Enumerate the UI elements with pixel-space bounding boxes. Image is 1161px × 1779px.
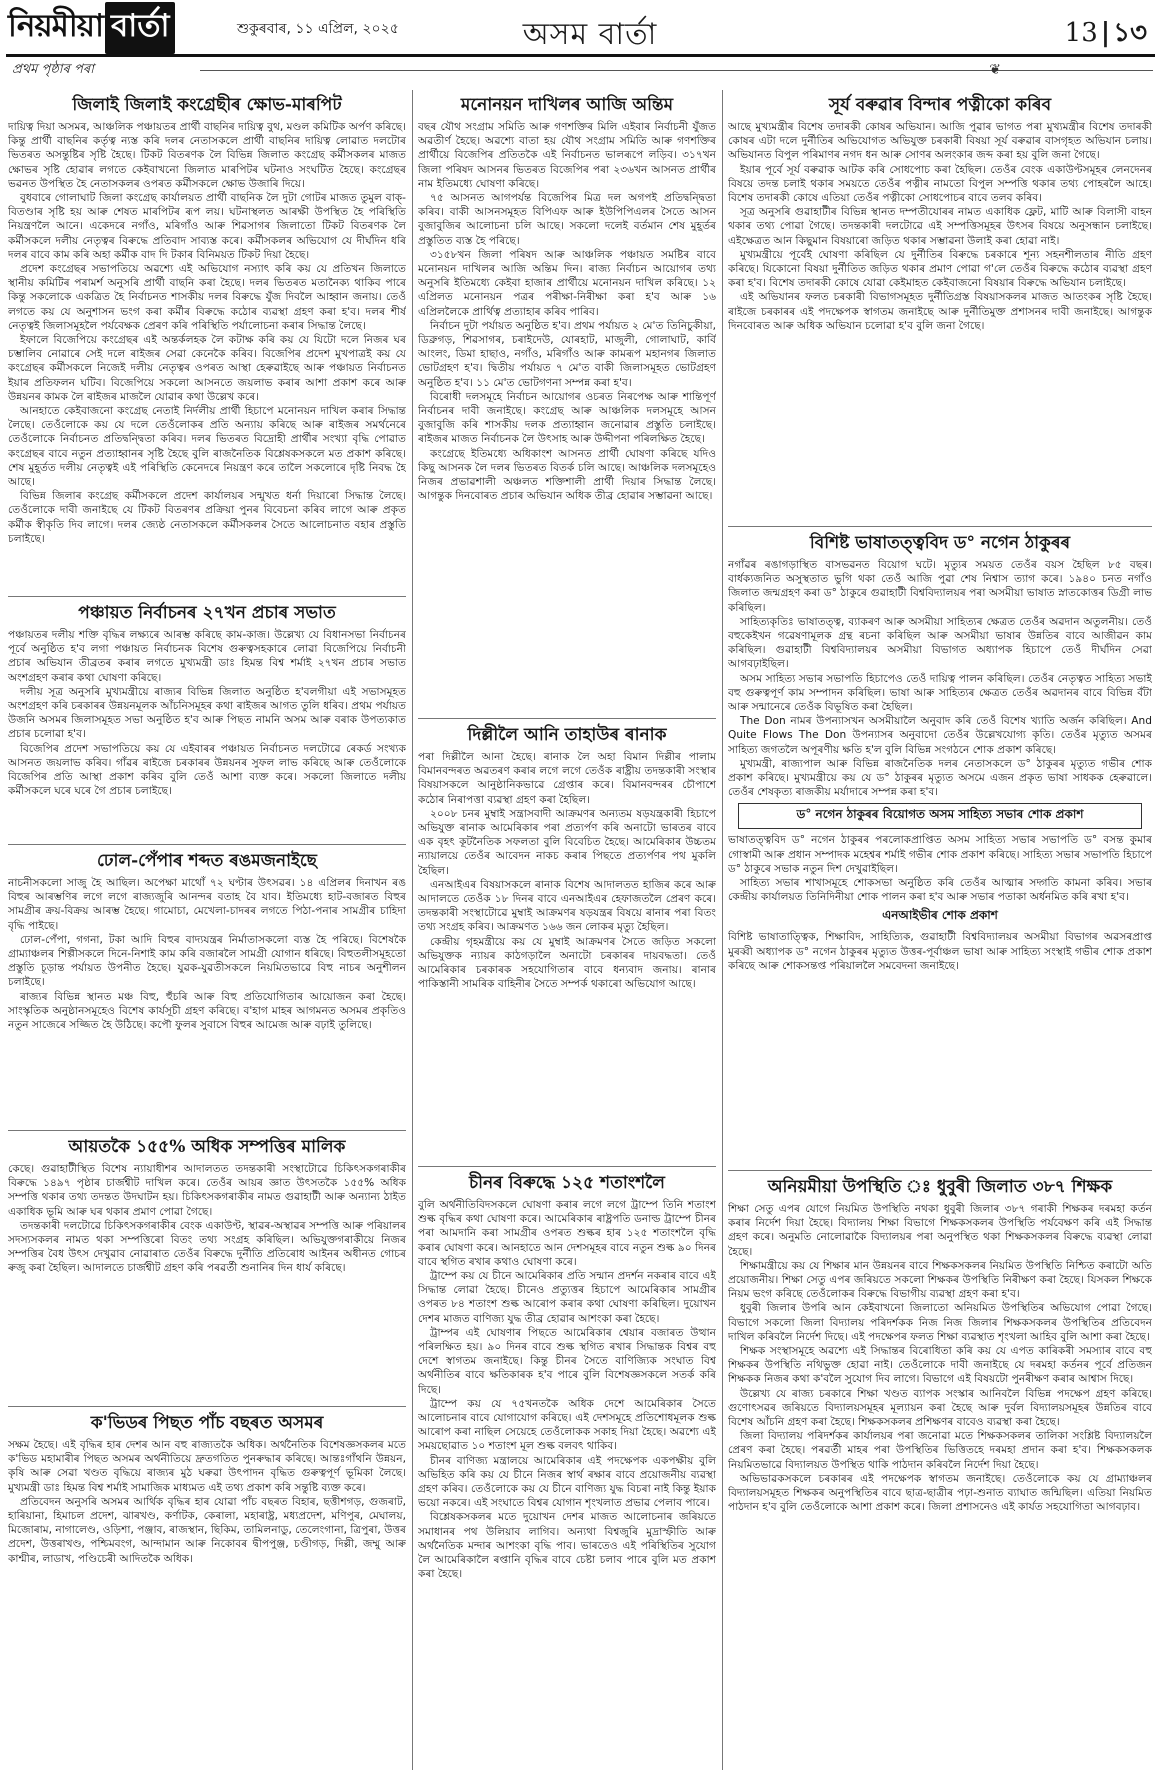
article-paragraph: শিক্ষা সেতু এপৰ যোগে নিয়মিত উপস্থিতি নথকা ধুবুৰী জিলাৰ ৩৮৭ গৰাকী শিক্ষকৰ দৰমহা কৰ্তন কৰাৰ নিৰ্দেশ দিয়া হৈছে। বিদ্যালয় শিক্ষা বিভাগে শিক্ষকসকলৰ উপস্থিতি পৰ্যবেক্ষণ কৰি এই সিদ্ধান্ত গ্ৰহণ কৰে। অনুমতি নোলোৱাকৈ বিদ্যালয়ৰ পৰা অনুপস্থিত থকা শিক্ষকসকলৰ বিৰুদ্ধে ব্যৱস্থা লোৱা হৈছে।: [728, 1203, 1152, 1258]
article-paragraph: ইফালে বিজেপিয়ে কংগ্ৰেছৰ এই অন্তৰ্কলহক লৈ কটাক্ষ কৰি কয় যে যিটো দলে নিজৰ ঘৰ চম্ভালিব নোৱাৰে সেই দলে ৰাইজৰ সেৱা কেনেকৈ কৰিব। বিজেপিৰ প্ৰদেশ মুখপাত্ৰই কয় যে কংগ্ৰেছৰ কৰ্মীসকলে নিজেই দলীয় নেতৃত্বৰ ওপৰত আস্থা হেৰুৱাইছে আৰু পঞ্চায়ত নিৰ্বাচনত ইয়াৰ প্ৰতিফলন ঘটিব। বিজেপিয়ে সকলো আসনতে জয়লাভ কৰাৰ আশা প্ৰকাশ কৰে আৰু উন্নয়নৰ কামক লৈ ৰাইজৰ মাজলৈ যোৱাৰ কথা উল্লেখ কৰে।: [8, 334, 406, 403]
article-separator: [8, 1406, 406, 1407]
article-paragraph: অভিভাৱকসকলে চৰকাৰৰ এই পদক্ষেপক স্বাগতম জনাইছে। তেওঁলোকে কয় যে গ্ৰাম্যাঞ্চলৰ বিদ্যালয়সমূহত শিক্ষকৰ অনুপস্থিতিৰ বাবে ছাত্ৰ-ছাত্ৰীৰ পঢ়া-শুনাত ব্যাঘাত জন্মিছিল। এতিয়া নিয়মিত পাঠদান হ'ব বুলি তেওঁলোকে আশা প্ৰকাশ কৰে। জিলা প্ৰশাসনেও এই কাৰ্যত সহযোগিতা আগবঢ়াব।: [728, 1472, 1152, 1514]
article-separator: [418, 718, 716, 719]
article-paragraph: সূত্ৰ অনুসৰি গুৱাহাটীৰ বিভিন্ন স্থানত দম্পতীযোৰৰ নামত একাধিক ফ্লেট, মাটি আৰু বিলাসী বাহন থকাৰ তথ্য পোৱা গৈছে। তদন্তকাৰী দলটোৱে এই সম্পত্তিসমূহৰ উৎসৰ বিষয়ে অনুসন্ধান চলাইছে। এইক্ষেত্ৰত আন কিছুমান বিষয়াৰো জড়িত থকাৰ সম্ভাৱনা উলাই কৰা হোৱা নাই।: [728, 206, 1152, 247]
article-nomination[interactable]: [418, 92, 716, 714]
headline: চীনৰ বিৰুদ্ধে ১২৫ শতাংশলৈ: [469, 1173, 665, 1193]
article-paragraph: বিশ্লেষকসকলৰ মতে দুয়োখন দেশৰ মাজত আলোচনাৰ জৰিয়তে সমাধানৰ পথ উলিয়াব লাগিব। অন্যথা বিশ্বজুৰি মুদ্ৰাস্ফীতি আৰু অৰ্থনৈতিক মন্দাৰ আশংকা বৃদ্ধি পাব। ভাৰতেও এই পৰিস্থিতিৰ সুযোগ লৈ আমেৰিকালৈ ৰপ্তানি বৃদ্ধিৰ বাবে চেষ্টা চলাব পাৰে বুলি মত প্ৰকাশ কৰা হৈছে।: [418, 1511, 716, 1581]
article-paragraph: বিভিন্ন জিলাৰ কংগ্ৰেছ কৰ্মীসকলে প্ৰদেশ কাৰ্যালয়ৰ সন্মুখত ধৰ্না দিয়াৰো সিদ্ধান্ত লৈছে। তেওঁলোকে দাবী জনাইছে যে টিকট বিতৰণৰ প্ৰক্ৰিয়া পুনৰ বিবেচনা কৰিব লাগে আৰু প্ৰকৃত কৰ্মীক স্বীকৃতি দিব লাগে। দলৰ জ্যেষ্ঠ নেতাসকলে কৰ্মীসকলৰ সৈতে আলোচনাত বহাৰ প্ৰস্তুতি চলাইছে।: [8, 490, 406, 545]
article-paragraph: ভাষাতত্ত্ববিদ ড° নগেন ঠাকুৰৰ পৰলোকপ্ৰাপ্তিত অসম সাহিত্য সভাৰ সভাপতি ড° বসন্ত কুমাৰ গোস্বামী আৰু প্ৰধান সম্পাদক মহেশ্বৰ শৰ্মাই গভীৰ শোক প্ৰকাশ কৰিছে। সাহিত্য সভাৰ সভাপতি হিচাপে ড° ঠাকুৰে সভাক নতুন দিশ দেখুৱাইছিল।: [728, 834, 1152, 875]
masthead-rule: [6, 54, 1155, 57]
article-tahawwur[interactable]: [418, 722, 716, 1162]
article-paragraph: বিজেপিৰ প্ৰদেশ সভাপতিয়ে কয় যে এইবাৰৰ পঞ্চায়ত নিৰ্বাচনত দলটোৱে ৰেকৰ্ড সংখ্যক আসনত জয়লাভ কৰিব। গাঁৱৰ ৰাইজে চৰকাৰৰ উন্নয়নৰ সুফল লাভ কৰিছে আৰু তেওঁলোকে বিজেপিৰ প্ৰতি আস্থা প্ৰকাশ কৰিব বুলি তেওঁ আশা ব্যক্ত কৰে। সকলো জিলাতে দলীয় কৰ্মীসকলে ঘৰে ঘৰে গৈ প্ৰচাৰ চলাইছে।: [8, 742, 406, 798]
article-paragraph: তদন্তকাৰী দলটোৱে চিকিৎসকগৰাকীৰ বেংক একাউণ্ট, স্থাৱৰ-অস্থাৱৰ সম্পত্তি আৰু পৰিয়ালৰ সদস্যসকলৰ নামত থকা সম্পত্তিৰো বিতং তথ্য সংগ্ৰহ কৰিছিল। অভিযুক্তগৰাকীয়ে নিজৰ সম্পত্তিৰ বৈধ উৎস দেখুৱাব নোৱাৰাত তেওঁৰ বিৰুদ্ধে দুৰ্নীতি প্ৰতিৰোধ আইনৰ অধীনত গোচৰ ৰুজু কৰা হৈছিল। আদালতে চাৰ্জশ্বীট গ্ৰহণ কৰি পৰৱৰ্তী শুনানিৰ দিন ধাৰ্য কৰিছে।: [8, 1219, 406, 1275]
headline: বিশিষ্ট ভাষাতত্ত্ববিদ ড° নগেন ঠাকুৰৰ: [809, 533, 1071, 553]
headline: জিলাই জিলাই কংগ্ৰেছীৰ ক্ষোভ-মাৰপিট: [72, 95, 342, 115]
article-paragraph: ট্ৰাম্পে কয় যে চীনে আমেৰিকাৰ প্ৰতি সন্মান প্ৰদৰ্শন নকৰাৰ বাবে এই সিদ্ধান্ত লোৱা হৈছে। চীনেও প্ৰত্যুত্তৰ হিচাপে আমেৰিকাৰ সামগ্ৰীৰ ওপৰত ৮৪ শতাংশ শুল্ক আৰোপ কৰাৰ কথা ঘোষণা কৰিছিল। দুয়োখন দেশৰ মাজত বাণিজ্য যুদ্ধ তীব্ৰ হোৱাৰ আশংকা কৰা হৈছে।: [418, 1270, 716, 1325]
article-paragraph: সাহিত্যকৃতিঃ ভাষাতত্ত্ব, ব্যাকৰণ আৰু অসমীয়া সাহিত্যৰ ক্ষেত্ৰত তেওঁৰ অৱদান অতুলনীয়। তেওঁ বহুকেইখন গৱেষণামূলক গ্ৰন্থ ৰচনা কৰিছিল আৰু অসমীয়া ভাষাৰ উন্নতিৰ বাবে আজীৱন কাম কৰিছিল। গুৱাহাটী বিশ্ববিদ্যালয়ৰ অসমীয়া বিভাগত অধ্যাপক হিচাপে তেওঁ দীৰ্ঘদিন সেৱা আগবঢ়াইছিল।: [728, 615, 1152, 671]
article-paragraph: কংগ্ৰেছে ইতিমধ্যে অধিকাংশ আসনত প্ৰাৰ্থী ঘোষণা কৰিছে যদিও কিছু আসনক লৈ দলৰ ভিতৰত বিতৰ্ক চলি আছে। আঞ্চলিক দলসমূহেও নিজৰ প্ৰভাৱশালী অঞ্চলত শক্তিশালী প্ৰাৰ্থী দিয়াৰ সিদ্ধান্ত লৈছে। আগন্তুক দিনবোৰত প্ৰচাৰ অভিযান অধিক তীব্ৰ হোৱাৰ সম্ভাৱনা আছে।: [418, 447, 716, 503]
article-paragraph: আনহাতে কেইবাজনো কংগ্ৰেছ নেতাই নিৰ্দলীয় প্ৰাৰ্থী হিচাপে মনোনয়ন দাখিল কৰাৰ সিদ্ধান্ত লৈছে। তেওঁলোকে কয় যে দলে তেওঁলোকৰ প্ৰতি অন্যায় কৰিছে আৰু ৰাইজৰ সমৰ্থনেৰে তেওঁলোকে নিৰ্বাচনত প্ৰতিদ্বন্দ্বিতা কৰিব। দলৰ ভিতৰত বিদ্ৰোহী প্ৰাৰ্থীৰ সংখ্যা বৃদ্ধি পোৱাত কংগ্ৰেছৰ বাবে নতুন প্ৰত্যাহ্বানৰ সৃষ্টি হৈছে বুলি ৰাজনৈতিক বিশ্লেষকসকলে মত প্ৰকাশ কৰিছে। শেষ মুহূৰ্তত দলীয় নেতৃত্বই এই পৰিস্থিতি কেনেদৰে নিয়ন্ত্ৰণ কৰে তালৈ সকলোৰে দৃষ্টি নিবদ্ধ হৈ আছে।: [8, 405, 406, 489]
article-paragraph: জিলা বিদ্যালয় পৰিদৰ্শকৰ কাৰ্যালয়ৰ পৰা জনোৱা মতে শিক্ষকসকলৰ তালিকা সংশ্লিষ্ট বিদ্যালয়লৈ প্ৰেৰণ কৰা হৈছে। পৰৱৰ্তী মাহৰ পৰা উপস্থিতিৰ ভিত্তিতহে দৰমহা প্ৰদান কৰা হ'ব। শিক্ষকসকলক নিয়মিতভাৱে বিদ্যালয়ত উপস্থিত থাকি পাঠদান কৰিবলৈ নিৰ্দেশ দিয়া হৈছে।: [728, 1430, 1152, 1471]
masthead: [0, 0, 1161, 86]
article-paragraph: ঢোল-পেঁপা, গগনা, টকা আদি বিহুৰ বাদ্যযন্ত্ৰৰ নিৰ্মাতাসকলো ব্যস্ত হৈ পৰিছে। বিশেষকৈ গ্ৰাম্যাঞ্চলৰ শিল্পীসকলে দিনে-নিশাই কাম কৰি বজাৰলৈ সামগ্ৰী যোগান ধৰিছে। বিহুতলীসমূহতো প্ৰস্তুতি চূড়ান্ত পৰ্যায়ত উপনীত হৈছে। যুৱক-যুৱতীসকলে নিয়মিতভাৱে বিহু নাচৰ অনুশীলন চলাইছে।: [8, 933, 406, 989]
page-number-separator: |: [1100, 18, 1111, 48]
page-number-bn: ১৩: [1113, 18, 1147, 48]
headline: দিল্লীলৈ আনি তাহাউৰ ৰানাক: [467, 725, 667, 745]
article-paragraph: এই অভিযানৰ ফলত চৰকাৰী বিভাগসমূহত দুৰ্নীতিগ্ৰস্ত বিষয়াসকলৰ মাজত আতংকৰ সৃষ্টি হৈছে। ৰাইজে চৰকাৰৰ এই পদক্ষেপক স্বাগতম জনাইছে আৰু দুৰ্নীতিমুক্ত প্ৰশাসনৰ দাবী জনাইছে। আগন্তুক দিনবোৰত আৰু অধিক অভিযান চলোৱা হ'ব বুলি জনা গৈছে।: [728, 291, 1152, 332]
article-paragraph: মুখ্যমন্ত্ৰী, ৰাজ্যপাল আৰু বিভিন্ন ৰাজনৈতিক দলৰ নেতাসকলে ড° ঠাকুৰৰ মৃত্যুত গভীৰ শোক প্ৰকাশ কৰিছে। মুখ্যমন্ত্ৰীয়ে কয় যে ড° ঠাকুৰৰ মৃত্যুত অসমে এজন প্ৰকৃত ভাষা সাধকক হেৰুৱালে। তেওঁৰ শেষকৃত্য ৰাজকীয় মৰ্যাদাৰে সম্পন্ন কৰা হ'ব।: [728, 757, 1152, 799]
article-separator: [8, 1130, 406, 1131]
article-paragraph: প্ৰতিবেদন অনুসৰি অসমৰ আৰ্থিক বৃদ্ধিৰ হাৰ যোৱা পাঁচ বছৰত বিহাৰ, ছত্তীশগড়, গুজৰাট, হাৰিয়ানা, হিমাচল প্ৰদেশ, ঝাৰখণ্ড, কৰ্ণাটক, কেৰালা, মহাৰাষ্ট্ৰ, মধ্যপ্ৰদেশ, মণিপুৰ, মেঘালয়, মিজোৰাম, নাগালেণ্ড, ওড়িশা, পঞ্জাব, ৰাজস্থান, ছিকিম, তামিলনাডু, তেলেংগানা, ত্ৰিপুৰা, উত্তৰ প্ৰদেশ, উত্তৰাখণ্ড, পশ্চিমবংগ, আন্দামান আৰু নিকোবৰ দ্বীপপুঞ্জ, চণ্ডীগড়, দিল্লী, জম্মু আৰু কাশ্মীৰ, লাডাখ, পণ্ডিচেৰী আদিতকৈ অধিক।: [8, 1495, 406, 1565]
publication-date: শুকুৰবাৰ, ১১ এপ্ৰিল, ২০২৫: [237, 21, 399, 37]
article-paragraph: উল্লেখ্য যে ৰাজ্য চৰকাৰে শিক্ষা খণ্ডত ব্যাপক সংস্কাৰ আনিবলৈ বিভিন্ন পদক্ষেপ গ্ৰহণ কৰিছে। গুণোৎসৱৰ জৰিয়তে বিদ্যালয়সমূহৰ মূল্যায়ন কৰা হৈছে আৰু দুৰ্বল বিদ্যালয়সমূহৰ উন্নতিৰ বাবে বিশেষ আঁচনি গ্ৰহণ কৰা হৈছে। শিক্ষকসকলৰ প্ৰশিক্ষণৰ বাবেও ব্যৱস্থা কৰা হৈছে।: [728, 1387, 1152, 1429]
ornament-icon: ❦: [989, 62, 1001, 78]
headline: ক'ভিডৰ পিছত পাঁচ বছৰত অসমৰ: [90, 1413, 324, 1433]
article-paragraph: পৰা দিল্লীলৈ আনা হৈছে। ৰানাক লৈ অহা বিমান দিল্লীৰ পালাম বিমানবন্দৰত অৱতৰণ কৰাৰ লগে লগে তেওঁক ৰাষ্ট্ৰীয় তদন্তকাৰী সংস্থাৰ বিষয়াসকলে আনুষ্ঠানিকভাৱে গ্ৰেপ্তাৰ কৰে। বিমানবন্দৰৰ চৌপাশে কঠোৰ নিৰাপত্তা ব্যৱস্থা গ্ৰহণ কৰা হৈছিল।: [418, 751, 716, 806]
article-paragraph: আছে মুখ্যমন্ত্ৰীৰ বিশেষ তদাৰকী কোষৰ অভিযান। আজি পুৱাৰ ভাগত পৰা মুখ্যমন্ত্ৰীৰ বিশেষ তদাৰকী কোষৰ এটা দলে দুৰ্নীতিৰ অভিযোগত অভিযুক্ত চৰকাৰী বিষয়া সূৰ্য বৰুৱাৰ বাসগৃহত অভিযান চলায়। অভিযানত বিপুল পৰিমাণৰ নগদ ধন আৰু সোণৰ অলংকাৰ জব্দ কৰা হয় বুলি জনা গৈছে।: [728, 121, 1152, 162]
article-paragraph: ট্ৰাম্পৰ এই ঘোষণাৰ পিছতে আমেৰিকাৰ শ্বেয়াৰ বজাৰত উত্থান পৰিলক্ষিত হয়। ৯০ দিনৰ বাবে শুল্ক স্থগিত ৰখাৰ সিদ্ধান্তক বিশ্বৰ বহু দেশে স্বাগতম জনাইছে। কিন্তু চীনৰ সৈতে বাণিজ্যিক সংঘাত বিশ্ব অৰ্থনীতিৰ বাবে ক্ষতিকাৰক হ'ব পাৰে বুলি বিশেষজ্ঞসকলে সতৰ্ক কৰি দিছে।: [418, 1326, 716, 1396]
article-paragraph: দায়িত্ব দিয়া অসমৰ, আঞ্চলিক পঞ্চায়তৰ প্ৰাৰ্থী বাছনিৰ দায়িত্ব বুথ, মণ্ডল কমিটিক অৰ্পণ কৰিছে। কিন্তু প্ৰাৰ্থী বাছনিৰ কৰ্তৃত্ব ন্যস্ত কৰি দলৰ নেতাসকলে প্ৰাৰ্থী বাছনিৰ দায়িত্ব লোৱাত দলটোৰ ভিতৰত অসন্তুষ্টিৰ সৃষ্টি হৈছে। টিকট বিতৰণক লৈ বিভিন্ন জিলাত কংগ্ৰেছ কৰ্মীসকলৰ মাজত ক্ষোভৰ সৃষ্টি হোৱাৰ লগতে কেইবাখনো জিলাত মাৰপিটৰ ঘটনাও সংঘটিত হৈছে। কংগ্ৰেছৰ ভৱনত উপস্থিত হৈ নেতাসকলৰ ওপৰত কৰ্মীসকলে ক্ষোভ উজাৰি দিয়ে।: [8, 121, 406, 190]
article-dhol[interactable]: [8, 848, 406, 1126]
headline: পঞ্চায়ত নিৰ্বাচনৰ ২৭খন প্ৰচাৰ সভাত: [78, 603, 336, 623]
article-paragraph: শিক্ষামন্ত্ৰীয়ে কয় যে শিক্ষাৰ মান উন্নয়নৰ বাবে শিক্ষকসকলৰ নিয়মিত উপস্থিতি নিশ্চিত কৰাটো অতি প্ৰয়োজনীয়। শিক্ষা সেতু এপৰ জৰিয়তে সকলো শিক্ষকৰ উপস্থিতি নিৰীক্ষণ কৰা হৈছে। যিসকল শিক্ষকে নিয়ম ভংগ কৰিছে তেওঁলোকৰ বিৰুদ্ধে বিভাগীয় ব্যৱস্থা গ্ৰহণ কৰা হ'ব।: [728, 1259, 1152, 1301]
logo-part-2: বাৰ্তা: [105, 2, 176, 54]
article-separator: [418, 1166, 716, 1167]
article-congress[interactable]: [8, 92, 406, 592]
headline: আয়তকৈ ১৫৫% অধিক সম্পত্তিৰ মালিক: [68, 1137, 346, 1157]
article-paragraph: বুধবাৰে গোলাঘাট জিলা কংগ্ৰেছ কাৰ্যালয়ত প্ৰাৰ্থী বাছনিক লৈ দুটা গোটৰ মাজত তুমুল বাক্-বিতণ্ডাৰ সৃষ্টি হয় আৰু শেষত মাৰপিটৰ ৰূপ লয়। ঘটনাস্থলত আৰক্ষী উপস্থিত হৈ পৰিস্থিতি নিয়ন্ত্ৰণলৈ আনে। একেদৰে নগাঁও, মৰিগাঁও আৰু শিৱসাগৰ জিলাতো টিকট বিতৰণক লৈ কৰ্মীসকলে দলীয় নেতৃত্বৰ বিৰুদ্ধে প্ৰতিবাদ সাব্যস্ত কৰে। কৰ্মীসকলৰ অভিযোগ যে দীৰ্ঘদিন ধৰি দলৰ বাবে কাম কৰি অহা কৰ্মীক বাদ দি টকাৰ বিনিময়ত টিকট দিয়া হৈছে।: [8, 192, 406, 261]
article-panchayat[interactable]: [8, 600, 406, 840]
article-paragraph: নগাঁৱৰ ৰঙাগড়াস্থিত বাসভৱনত বিয়োগ ঘটে। মৃত্যুৰ সময়ত তেওঁৰ বয়স হৈছিল ৮৫ বছৰ। বাৰ্ধক্যজনিত অসুস্থতাত ভুগি থকা তেওঁ আজি পুৱা শেষ নিশ্বাস ত্যাগ কৰে। ১৯৪০ চনত নগাঁও জিলাত জন্মগ্ৰহণ কৰা ড° ঠাকুৰে গুৱাহাটী বিশ্ববিদ্যালয়ৰ পৰা অসমীয়া ভাষাত স্নাতকোত্তৰ ডিগ্ৰী লাভ কৰিছিল।: [728, 559, 1152, 614]
article-paragraph: ধুবুৰী জিলাৰ উপৰি আন কেইবাখনো জিলাতো অনিয়মিত উপস্থিতিৰ অভিযোগ পোৱা গৈছে। বিভাগে সকলো জিলা বিদ্যালয় পৰিদৰ্শকক নিজ নিজ জিলাৰ শিক্ষকসকলৰ উপস্থিতিৰ প্ৰতিবেদন দাখিল কৰিবলৈ নিৰ্দেশ দিছে। এই পদক্ষেপৰ ফলত শিক্ষা ব্যৱস্থাত শৃংখলা আহিব বুলি আশা কৰা হৈছে।: [728, 1302, 1152, 1343]
page-number: [1065, 12, 1147, 56]
column-divider: [722, 90, 723, 1770]
article-paragraph: ২০০৮ চনৰ মুম্বাই সন্ত্ৰাসবাদী আক্ৰমণৰ অন্যতম ষড়যন্ত্ৰকাৰী হিচাপে অভিযুক্ত ৰানাক আমেৰিকাৰ পৰা প্ৰত্যৰ্পণ কৰি অনাটো ভাৰতৰ বাবে এক বৃহৎ কূটনৈতিক সফলতা বুলি বিবেচিত হৈছে। আমেৰিকাৰ উচ্চতম ন্যায়ালয়ে তেওঁৰ আবেদন নাকচ কৰাৰ পিছতে প্ৰত্যৰ্পণৰ পথ মুকলি হৈছিল।: [418, 807, 716, 877]
headline: অনিয়মীয়া উপস্থিতি ঃ ধুবুৰী জিলাত ৩৮৭ শিক্ষক: [767, 1177, 1113, 1197]
article-separator: [728, 526, 1152, 527]
article-paragraph: প্ৰদেশ কংগ্ৰেছৰ সভাপতিয়ে অৱশ্যে এই অভিযোগ নস্যাৎ কৰি কয় যে প্ৰতিখন জিলাতে স্থানীয় কমিটিৰ পৰামৰ্শ অনুসৰি প্ৰাৰ্থী বাছনি কৰা হৈছে। দলৰ ভিতৰত মতানৈক্য থাকিব পাৰে কিন্তু সকলোকে একত্ৰিত হৈ নিৰ্বাচনত শাসকীয় দলৰ বিৰুদ্ধে যুঁজ দিবলৈ আহ্বান জনায়। তেওঁ লগতে কয় যে অনুশাসন ভংগ কৰা কৰ্মীৰ বিৰুদ্ধে কঠোৰ ব্যৱস্থা গ্ৰহণ কৰা হ'ব। দলৰ শীৰ্ষ নেতৃত্বই জিলাসমূহলৈ পৰ্যবেক্ষক প্ৰেৰণ কৰি পৰিস্থিতি পৰ্যালোচনা কৰাৰ সিদ্ধান্ত লৈছে।: [8, 263, 406, 332]
article-paragraph: কেছে। গুৱাহাটীস্থিত বিশেষ ন্যায়াধীশৰ আদালতত তদন্তকাৰী সংস্থাটোৱে চিকিৎসকগৰাকীৰ বিৰুদ্ধে ১৪৯৭ পৃষ্ঠাৰ চাৰ্জশ্বীট দাখিল কৰে। তেওঁৰ আয়ৰ জ্ঞাত উৎসতকৈ ১৫৫% অধিক সম্পত্তি থকাৰ তথ্য তদন্তত উদঘাটন হয়। চিকিৎসকগৰাকীৰ নামত গুৱাহাটী আৰু অন্যান্য ঠাইত একাধিক ভূমি আৰু ঘৰ থকাৰ প্ৰমাণ পোৱা গৈছে।: [8, 1163, 406, 1218]
headline: ঢোল-পেঁপাৰ শব্দত ৰঙমজনাইছে: [97, 851, 317, 871]
article-paragraph: মুখ্যমন্ত্ৰীয়ে পূৰ্বেই ঘোষণা কৰিছিল যে দুৰ্নীতিৰ বিৰুদ্ধে চৰকাৰে শূন্য সহনশীলতাৰ নীতি গ্ৰহণ কৰিছে। যিকোনো বিষয়া দুৰ্নীতিত জড়িত থকাৰ প্ৰমাণ পোৱা গ'লে তেওঁৰ বিৰুদ্ধে কঠোৰ ব্যৱস্থা গ্ৰহণ কৰা হ'ব। বিশেষ তদাৰকী কোষে যোৱা কেইমাহত কেইবাজনো বিষয়াৰ বিৰুদ্ধে অভিযান চলাইছে।: [728, 248, 1152, 290]
article-separator: [728, 1170, 1152, 1171]
article-paragraph: বুলি অৰ্থনীতিবিদসকলে ঘোষণা কৰাৰ লগে লগে ট্ৰাম্পে তিনি শতাংশ শুল্ক বৃদ্ধিৰ কথা ঘোষণা কৰে। আমেৰিকাৰ ৰাষ্ট্ৰপতি ডনাল্ড ট্ৰাম্পে চীনৰ পৰা আমদানি কৰা সামগ্ৰীৰ ওপৰত শুল্কৰ হাৰ ১২৫ শতাংশলৈ বৃদ্ধি কৰাৰ ঘোষণা কৰে। আনহাতে আন দেশসমূহৰ বাবে নতুন শুল্ক ৯০ দিনৰ বাবে স্থগিত ৰখাৰ কথাও ঘোষণা কৰে।: [418, 1199, 716, 1268]
column-divider: [412, 90, 413, 1770]
article-paragraph: সাহিত্য সভাৰ শাখাসমূহে শোকসভা অনুষ্ঠিত কৰি তেওঁৰ আত্মাৰ সদ্গতি কামনা কৰিব। সভাৰ কেন্দ্ৰীয় কাৰ্যালয়ত তিনিদিনীয়া শোক পালন কৰা হ'ব আৰু সভাৰ পতাকা অৰ্ধনমিত কৰি ৰখা হ'ব।: [728, 877, 1152, 904]
article-paragraph: শিক্ষক সংস্থাসমূহে অৱশ্যে এই সিদ্ধান্তৰ বিৰোধিতা কৰি কয় যে এপত কাৰিকৰী সমস্যাৰ বাবে বহু শিক্ষকৰ উপস্থিতি নথিভুক্ত হোৱা নাই। তেওঁলোকে দাবী জনাইছে যে দৰমহা কৰ্তনৰ পূৰ্বে প্ৰতিজন শিক্ষকক নিজৰ কথা ক'বলৈ সুযোগ দিব লাগে। বিভাগে এই বিষয়টো পুনৰীক্ষণ কৰাৰ আশ্বাস দিছে।: [728, 1345, 1152, 1386]
article-separator: [8, 844, 406, 845]
newspaper-logo[interactable]: [8, 6, 175, 50]
condolence-box-title: ড° নগেন ঠাকুৰৰ বিয়োগত অসম সাহিত্য সভাৰ শোক প্ৰকাশ: [738, 803, 1142, 829]
article-paragraph: ৩১৫৮খন জিলা পৰিষদ আৰু আঞ্চলিক পঞ্চায়ত সমষ্টিৰ বাবে মনোনয়ন দাখিলৰ আজি অন্তিম দিন। ৰাজ্য নিৰ্বাচন আয়োগৰ তথ্য অনুসৰি ইতিমধ্যে কেইবা হাজাৰ প্ৰাৰ্থীয়ে মনোনয়ন দাখিল কৰিছে। ১২ এপ্ৰিলত মনোনয়ন পত্ৰৰ পৰীক্ষা-নিৰীক্ষা কৰা হ'ব আৰু ১৬ এপ্ৰিললৈকে প্ৰাৰ্থিত্ব প্ৰত্যাহাৰ কৰিব পাৰিব।: [418, 248, 716, 318]
article-sun[interactable]: [728, 92, 1152, 522]
article-paragraph: বিৰোধী দলসমূহে নিৰ্বাচন আয়োগৰ ওচৰত নিৰপেক্ষ আৰু শান্তিপূৰ্ণ নিৰ্বাচনৰ দাবী জনাইছে। কংগ্ৰেছ আৰু আঞ্চলিক দলসমূহে আসন বুজাবুজি কৰি শাসকীয় দলক প্ৰত্যাহ্বান জনোৱাৰ প্ৰস্তুতি চলাইছে। ৰাইজৰ মাজত নিৰ্বাচনক লৈ উৎসাহ আৰু উদ্দীপনা পৰিলক্ষিত হৈছে।: [418, 390, 716, 446]
headline: সূৰ্য বৰুৱাৰ বিন্দাৰ পত্নীকো কৰিব: [828, 95, 1052, 115]
article-teachers[interactable]: [728, 1174, 1152, 1772]
article-paragraph: দলীয় সূত্ৰ অনুসৰি মুখ্যমন্ত্ৰীয়ে ৰাজ্যৰ বিভিন্ন জিলাত অনুষ্ঠিত হ'বলগীয়া এই সভাসমূহত অংশগ্ৰহণ কৰি চৰকাৰৰ উন্নয়নমূলক আঁচনিসমূহৰ কথা ৰাইজৰ আগত তুলি ধৰিব। প্ৰথম পৰ্যায়ত উজনি অসমৰ জিলাসমূহত সভা অনুষ্ঠিত হ'ব আৰু পিছত নামনি অসম আৰু বৰাক উপত্যকাত প্ৰচাৰ চলোৱা হ'ব।: [8, 685, 406, 741]
article-assets[interactable]: [8, 1134, 406, 1402]
article-china[interactable]: [418, 1170, 716, 1772]
article-paragraph: চীনৰ বাণিজ্য মন্ত্ৰালয়ে আমেৰিকাৰ এই পদক্ষেপক একপক্ষীয় বুলি অভিহিত কৰি কয় যে চীনে নিজৰ স্বাৰ্থ ৰক্ষাৰ বাবে প্ৰয়োজনীয় ব্যৱস্থা গ্ৰহণ কৰিব। তেওঁলোকে কয় যে চীনে বাণিজ্য যুদ্ধ বিচৰা নাই কিন্তু ইয়াক ভয়ো নকৰে। এই সংঘাতে বিশ্বৰ যোগান শৃংখলাত প্ৰভাৱ পেলাব পাৰে।: [418, 1454, 716, 1510]
article-paragraph: কেন্দ্ৰীয় গৃহমন্ত্ৰীয়ে কয় যে মুম্বাই আক্ৰমণৰ সৈতে জড়িত সকলো অভিযুক্তক ন্যায়ৰ কাঠগড়ালৈ অনাটো চৰকাৰৰ দায়বদ্ধতা। তেওঁ আমেৰিকাৰ চৰকাৰক সহযোগিতাৰ বাবে ধন্যবাদ জনায়। ৰানাৰ পাকিস্তানী সামৰিক বাহিনীৰ সৈতে সম্পৰ্ক থকাৰো অভিযোগ আছে।: [418, 935, 716, 991]
article-nagen[interactable]: [728, 530, 1152, 1166]
article-paragraph: ৭৫ আসনত আগপৰ্যন্ত বিজেপিৰ মিত্ৰ দল অগপই প্ৰতিদ্বন্দ্বিতা কৰিব। বাকী আসনসমূহত বিপিএফ আৰু ইউপিপিএলৰ সৈতে আসন বুজাবুজিৰ আলোচনা চলি আছে। সকলো দলেই বৰ্তমান শেষ মুহূৰ্তৰ প্ৰস্তুতিত ব্যস্ত হৈ পৰিছে।: [418, 192, 716, 247]
condolence-subhead: এনআইভীৰ শোক প্ৰকাশ: [882, 908, 998, 923]
article-paragraph: ইয়াৰ পূৰ্বে সূৰ্য বৰুৱাক আটক কৰি সোধপোচ কৰা হৈছিল। তেওঁৰ বেংক একাউণ্টসমূহৰ লেনদেনৰ বিষয়ে তদন্ত চলাই থকাৰ সময়তে তেওঁৰ পত্নীৰ নামতো বিপুল সম্পত্তি থকাৰ তথ্য পোহৰলৈ আহে। বিশেষ তদাৰকী কোষে এতিয়া তেওঁৰ পত্নীকো সোধপোচৰ বাবে তলব কৰিব।: [728, 163, 1152, 205]
ornament-rule: [200, 70, 1153, 71]
section-title: অসম বাৰ্তা: [522, 17, 658, 52]
article-separator: [8, 596, 406, 597]
page-number-en: 13: [1064, 18, 1098, 48]
article-paragraph: ৰাজ্যৰ বিভিন্ন স্থানত মঞ্চ বিহু, হুঁচৰি আৰু বিহু প্ৰতিযোগিতাৰ আয়োজন কৰা হৈছে। সাংস্কৃতিক অনুষ্ঠানসমূহেও বিশেষ কাৰ্যসূচী গ্ৰহণ কৰিছে। ব'হাগ মাহৰ আগমনত অসমৰ প্ৰকৃতিও নতুন সাজেৰে সজ্জিত হৈ উঠিছে। কপৌ ফুলৰ সুবাসে বিহুৰ আমেজ আৰু বঢ়াই তুলিছে।: [8, 990, 406, 1032]
article-paragraph: অসম সাহিত্য সভাৰ সভাপতি হিচাপেও তেওঁ দায়িত্ব পালন কৰিছিল। তেওঁৰ নেতৃত্বত সাহিত্য সভাই বহু গুৰুত্বপূৰ্ণ কাম সম্পাদন কৰিছিল। ভাষা আৰু সাহিত্যৰ ক্ষেত্ৰত তেওঁৰ অৱদানৰ বাবে বিভিন্ন বঁটা আৰু সন্মানেৰে তেওঁক বিভূষিত কৰা হৈছিল।: [728, 672, 1152, 714]
article-paragraph: বিশিষ্ট ভাষাতাত্ত্বিক, শিক্ষাবিদ, সাহিত্যিক, গুৱাহাটী বিশ্ববিদ্যালয়ৰ অসমীয়া বিভাগৰ অৱসৰপ্ৰাপ্ত মুৰব্বী অধ্যাপক ড° নগেন ঠাকুৰৰ মৃত্যুত উত্তৰ-পূৰ্বাঞ্চল ভাষা আৰু সাহিত্য সংস্থাই গভীৰ শোক প্ৰকাশ কৰিছে আৰু শোকসন্তপ্ত পৰিয়াললৈ সমবেদনা জনাইছে।: [728, 931, 1152, 972]
article-paragraph: সক্ষম হৈছে। এই বৃদ্ধিৰ হাৰ দেশৰ আন বহু ৰাজ্যতকৈ অধিক। অৰ্থনৈতিক বিশেষজ্ঞসকলৰ মতে ক'ভিড মহামাৰীৰ পিছত অসমৰ অৰ্থনীতিয়ে দ্ৰুতগতিত পুনৰুদ্ধাৰ কৰিছে। আন্তঃগাঁথনি উন্নয়ন, কৃষি আৰু সেৱা খণ্ডত বৃদ্ধিয়ে ৰাজ্যৰ মুঠ ঘৰুৱা উৎপাদন বৃদ্ধিত গুৰুত্বপূৰ্ণ ভূমিকা লৈছে। মুখ্যমন্ত্ৰী ডাঃ হিমন্ত বিশ্ব শৰ্মাই সামাজিক মাধ্যমত এই তথ্য প্ৰকাশ কৰি সন্তুষ্টি ব্যক্ত কৰে।: [8, 1439, 406, 1494]
article-paragraph: বছৰ যৌথ সংগ্ৰাম সমিতি আৰু গণশক্তিৰ মিলি এইবাৰ নিৰ্বাচনী যুঁজত অৱতীৰ্ণ হৈছে। অৱশ্যে বাতা হয় যৌথ সংগ্ৰাম সমিতি আৰু গণশক্তিৰ প্ৰাৰ্থীয়ে বিজেপিৰ প্ৰতিতকৈ এই নিৰ্বাচনত ভালৰূপে লড়িব। ৩১৭খন জিলা পৰিষদ আসনৰ ভিতৰত বিজেপিৰ পৰা ২৩৬খন আসনত প্ৰাৰ্থীৰ নাম ইতিমধ্যে ঘোষণা কৰিছে।: [418, 121, 716, 190]
logo-part-1: নিয়মীয়া: [8, 8, 103, 44]
article-paragraph: এনআইএৰ বিষয়াসকলে ৰানাক বিশেষ আদালতত হাজিৰ কৰে আৰু আদালতে তেওঁক ১৮ দিনৰ বাবে এনআইএৰ হেফাজতলৈ প্ৰেৰণ কৰে। তদন্তকাৰী সংস্থাটোৱে মুম্বাই আক্ৰমণৰ ষড়যন্ত্ৰৰ বিষয়ে ৰানাৰ পৰা বিতং তথ্য সংগ্ৰহ কৰিব। আক্ৰমণত ১৬৬ জন লোকৰ মৃত্যু হৈছিল।: [418, 878, 716, 934]
article-paragraph: ট্ৰাম্পে কয় যে ৭৫খনতকৈ অধিক দেশে আমেৰিকাৰ সৈতে আলোচনাৰ বাবে যোগাযোগ কৰিছে। এই দেশসমূহে প্ৰতিশোধমূলক শুল্ক আৰোপ কৰা নাছিল সেয়েহে তেওঁলোকক সকাহ দিয়া হৈছে। অৱশ্যে এই সময়ছোৱাত ১০ শতাংশ মূল শুল্ক বলবৎ থাকিব।: [418, 1397, 716, 1453]
headline: মনোনয়ন দাখিলৰ আজি অন্তিম: [460, 95, 674, 115]
article-paragraph: The Don নামৰ উপন্যাসখন অসমীয়ালৈ অনুবাদ কৰি তেওঁ বিশেষ খ্যাতি অৰ্জন কৰিছিল। And Quite Flows The Don উপন্যাসৰ অনুবাদো তেওঁৰ উল্লেখযোগ্য কৃতি। তেওঁৰ মৃত্যুত অসমৰ সাহিত্য জগতলৈ অপূৰণীয় ক্ষতি হ'ল বুলি বিভিন্ন সংগঠনে শোক প্ৰকাশ কৰিছে।: [728, 715, 1152, 756]
article-covid[interactable]: [8, 1410, 406, 1772]
continued-label: প্ৰথম পৃষ্ঠাৰ পৰা: [12, 62, 94, 77]
article-paragraph: নিৰ্বাচন দুটা পৰ্যায়ত অনুষ্ঠিত হ'ব। প্ৰথম পৰ্যায়ত ২ মে'ত তিনিচুকীয়া, ডিব্ৰুগড়, শিৱসাগৰ, চৰাইদেউ, যোৰহাট, মাজুলী, গোলাঘাট, কাৰ্বি আংলং, ডিমা হাছাও, নগাঁও, মৰিগাঁও আৰু কামৰূপ মহানগৰ জিলাত ভোটগ্ৰহণ হ'ব। দ্বিতীয় পৰ্যায়ত ৭ মে'ত বাকী জিলাসমূহত ভোটগ্ৰহণ অনুষ্ঠিত হ'ব। ১১ মে'ত ভোটগণনা সম্পন্ন কৰা হ'ব।: [418, 319, 716, 389]
article-paragraph: পঞ্চায়তৰ দলীয় শক্তি বৃদ্ধিৰ লক্ষ্যৰে আৰম্ভ কৰিছে কাম-কাজ। উল্লেখ্য যে বিধানসভা নিৰ্বাচনৰ পূৰ্বে অনুষ্ঠিত হ'ব লগা পঞ্চায়ত নিৰ্বাচনক বিশেষ গুৰুত্বসহকাৰে লোৱা বিজেপিয়ে নিৰ্বাচনী প্ৰচাৰ অভিযান তীব্ৰতৰ কৰাৰ লগতে মুখ্যমন্ত্ৰী ডাঃ হিমন্ত বিশ্ব শৰ্মাই ২৭খন প্ৰচাৰ সভাত অংশগ্ৰহণ কৰাৰ কথা ঘোষণা কৰিছে।: [8, 629, 406, 684]
article-paragraph: নাচনীসকলো সাজু হৈ আছিল। অপেক্ষা মাথোঁ ৭২ ঘণ্টাৰ উৎসৱৰ। ১৪ এপ্ৰিলৰ দিনাখন ৰঙ বিহুৰ আৰম্ভণিৰ লগে লগে ৰাজ্যজুৰি আনন্দৰ বতাহ বৈ যাব। ইতিমধ্যে হাট-বজাৰত বিহুৰ সামগ্ৰীৰ ক্ৰয়-বিক্ৰয় আৰম্ভ হৈছে। গামোচা, মেখেলা-চাদৰৰ লগতে পিঠা-পনাৰ সামগ্ৰীৰ চাহিদা বৃদ্ধি পাইছে।: [8, 877, 406, 932]
